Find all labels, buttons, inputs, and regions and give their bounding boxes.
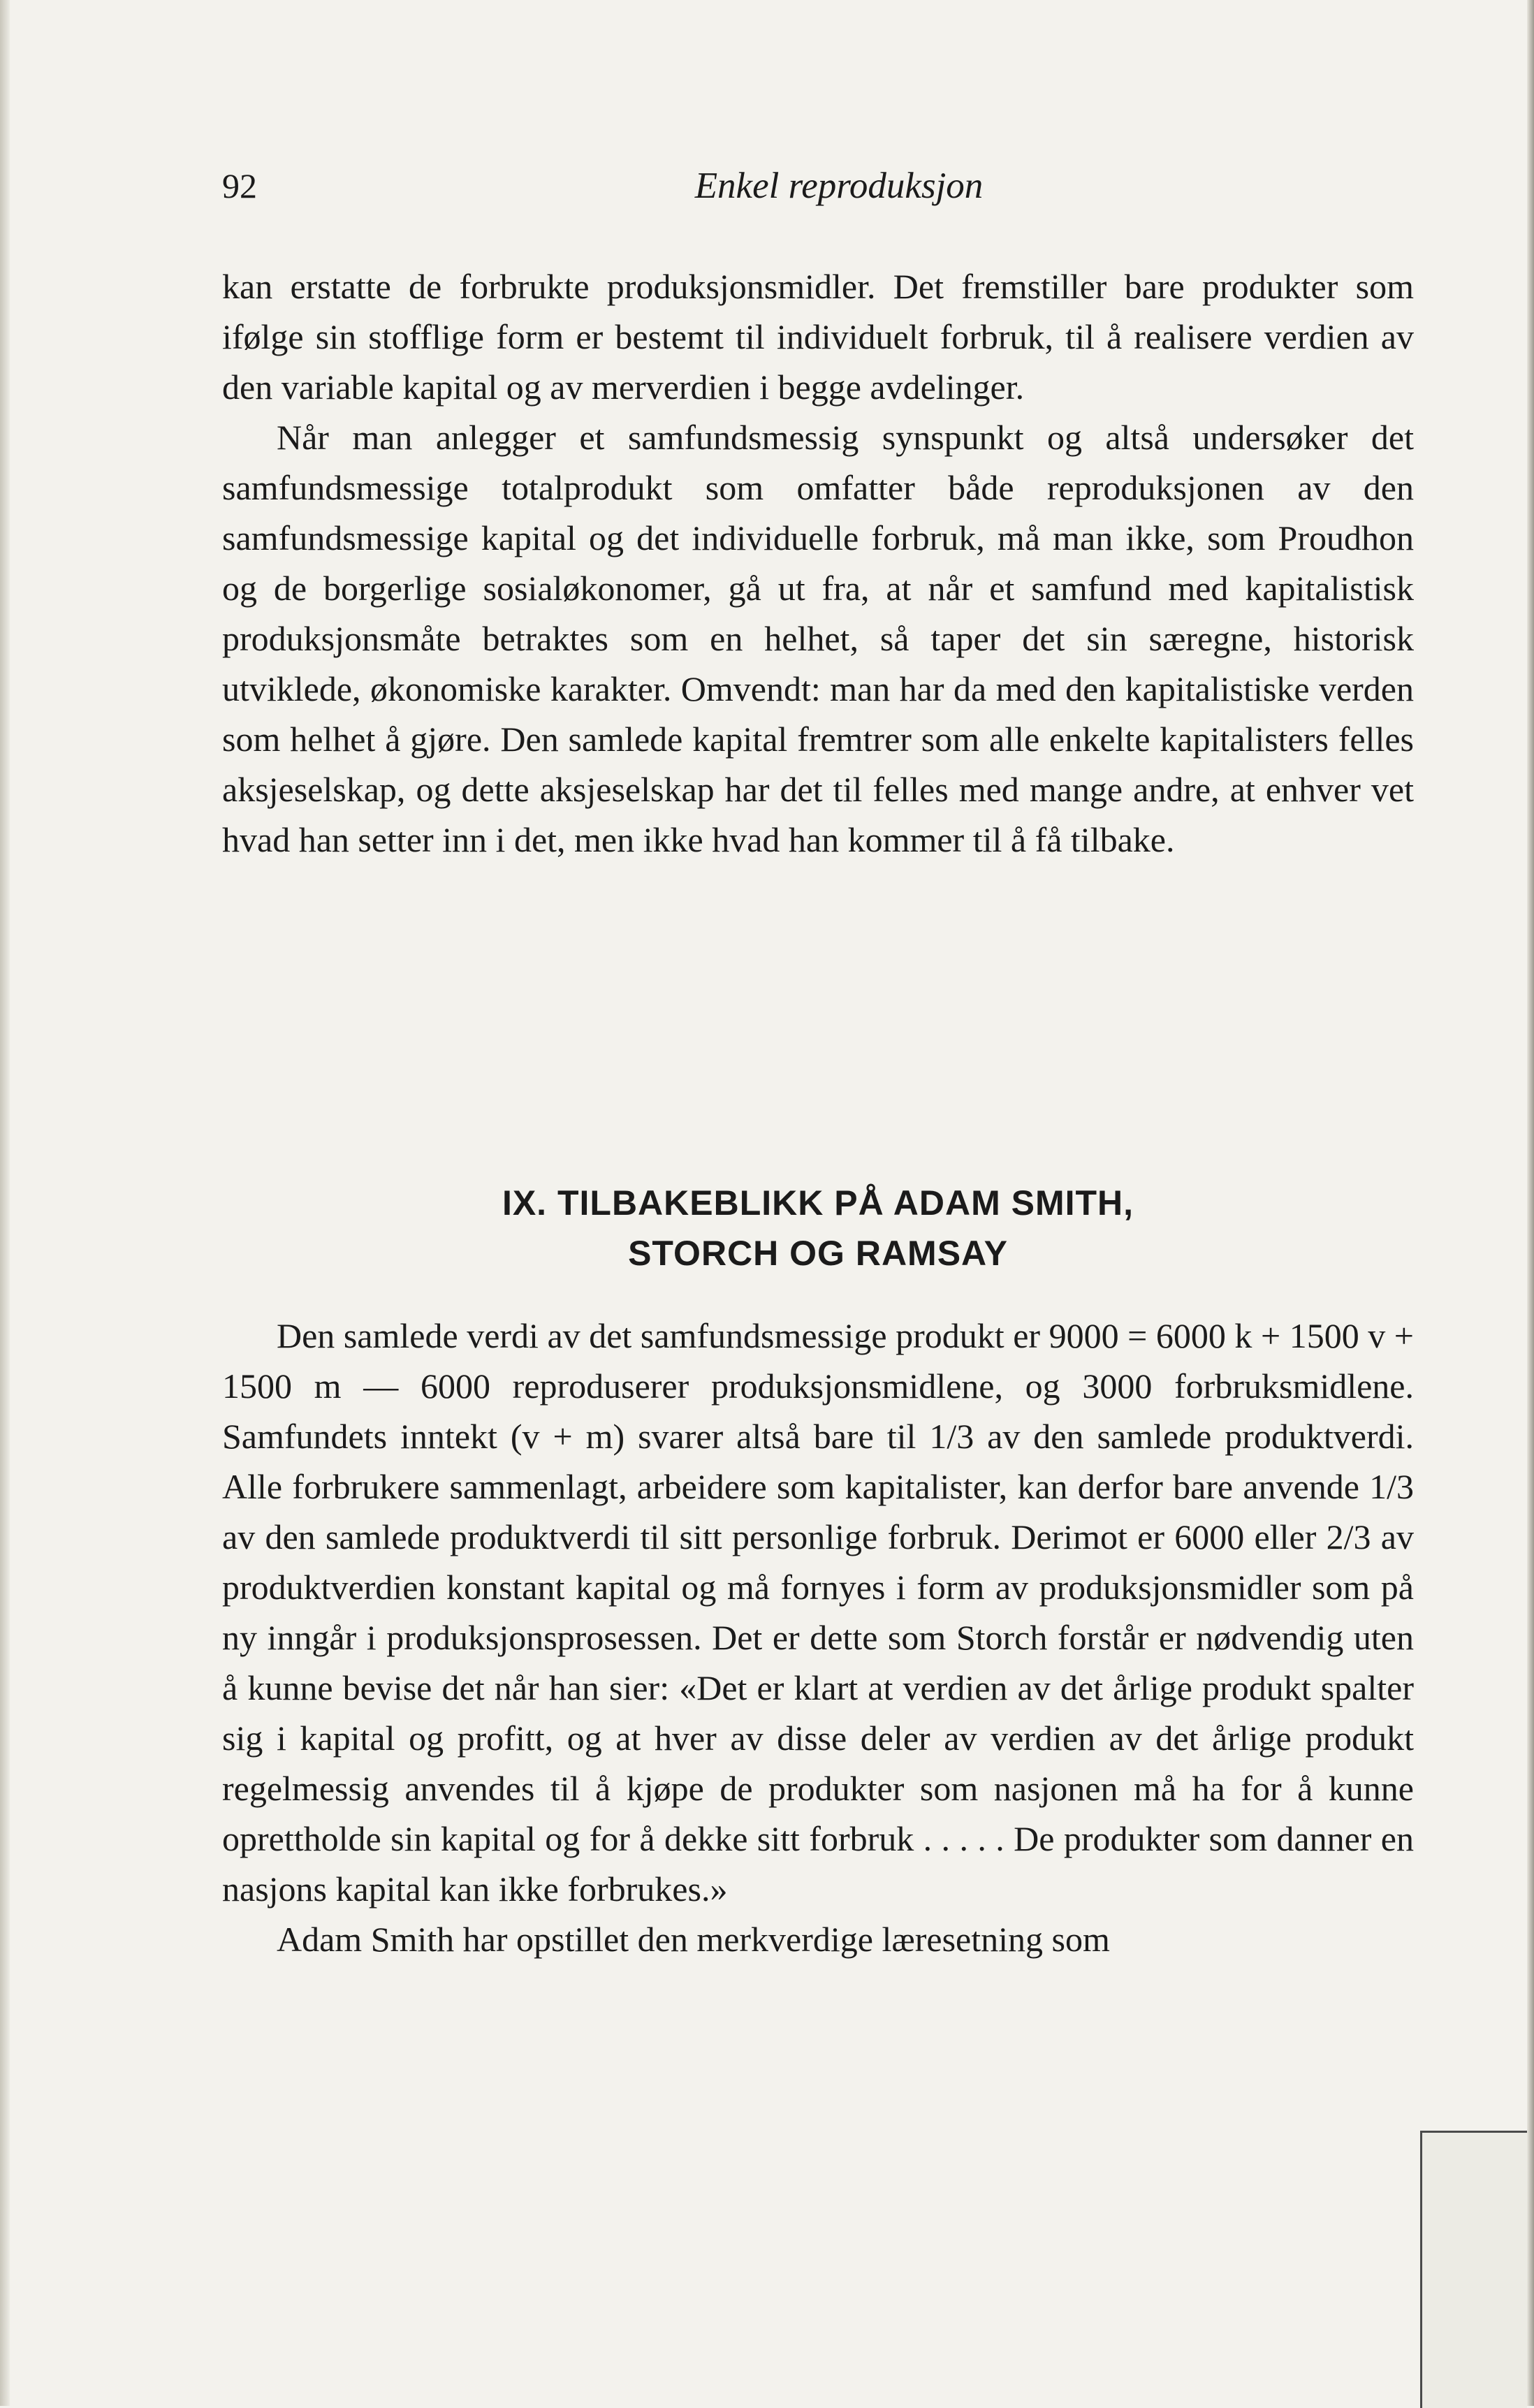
running-head xyxy=(222,158,1414,214)
chapter-heading-line-2: STORCH OG RAMSAY xyxy=(628,1234,1008,1273)
paragraph: Adam Smith har opstillet den merkverdige læresetning som xyxy=(277,1920,1110,1959)
chapter-heading xyxy=(222,1178,1414,1278)
text-block-bottom xyxy=(222,1311,1414,1964)
book-spine-shadow xyxy=(0,0,10,2406)
page-corner-mark xyxy=(1420,2131,1527,2408)
paragraph: Når man anlegger et samfundsmessig synspunkt og altså undersøker det samfundsmessige totalprodukt som omfatter både reproduksjonen av den samfundsmessige kapital og det individuelle forbruk, må man ikke, som Proudhon og de borgerlige sosialøkonomer, gå ut fra, at når et samfund med kapitalistisk produksjonsmåte betraktes som en helhet, så taper det sin særegne, historisk utviklede, økonomiske karakter. Omvendt: man har da med den kapitalistiske verden som helhet å gjøre. Den samlede kapital fremtrer som alle enkelte kapitalisters felles aksjeselskap, og dette aksjeselskap har det til felles med mange andre, at enhver vet hvad han setter inn i det, men ikke hvad han kommer til å få tilbake. xyxy=(222,418,1414,859)
page-number: 92 xyxy=(222,166,257,205)
page-edge xyxy=(1527,0,1534,2406)
chapter-heading-line-1: IX. TILBAKEBLIKK PÅ ADAM SMITH, xyxy=(502,1183,1134,1223)
running-title: Enkel reproduksjon xyxy=(694,166,984,206)
book-page xyxy=(222,0,1414,2406)
text-block-top xyxy=(222,261,1414,865)
paragraph: Den samlede verdi av det samfundsmessige produkt er 9000 = 6000 k + 1500 v + 1500 m — 6000 reproduserer produksjonsmidlene, og 3000 forbruksmidlene. Samfundets inntekt (v + m) svarer altså bare til 1/3 av den samlede produktverdi. Alle forbrukere sammenlagt, arbeidere som kapitalister, kan derfor bare anvende 1/3 av den samlede produktverdi til sitt personlige forbruk. Derimot er 6000 eller 2/3 av produktverdien konstant kapital og må fornyes i form av produksjonsmidler som på ny inngår i produksjonsprosessen. Det er dette som Storch forstår er nødvendig uten å kunne bevise det når han sier: «Det er klart at verdien av det årlige produkt spalter sig i kapital og profitt, og at hver av disse deler av verdien av det årlige produkt regelmessig anvendes til å kjøpe de produkter som nasjonen må ha for å kunne oprettholde sin kapital og for å dekke sitt forbruk . . . . . De produkter som danner en nasjons kapital kan ikke forbrukes.» xyxy=(222,1316,1414,1909)
paragraph: kan erstatte de forbrukte produksjonsmidler. Det fremstiller bare produkter som ifølge sin stofflige form er bestemt til individuelt forbruk, til å realisere verdien av den variable kapital og av merverdien i begge avdelinger. xyxy=(222,267,1414,407)
